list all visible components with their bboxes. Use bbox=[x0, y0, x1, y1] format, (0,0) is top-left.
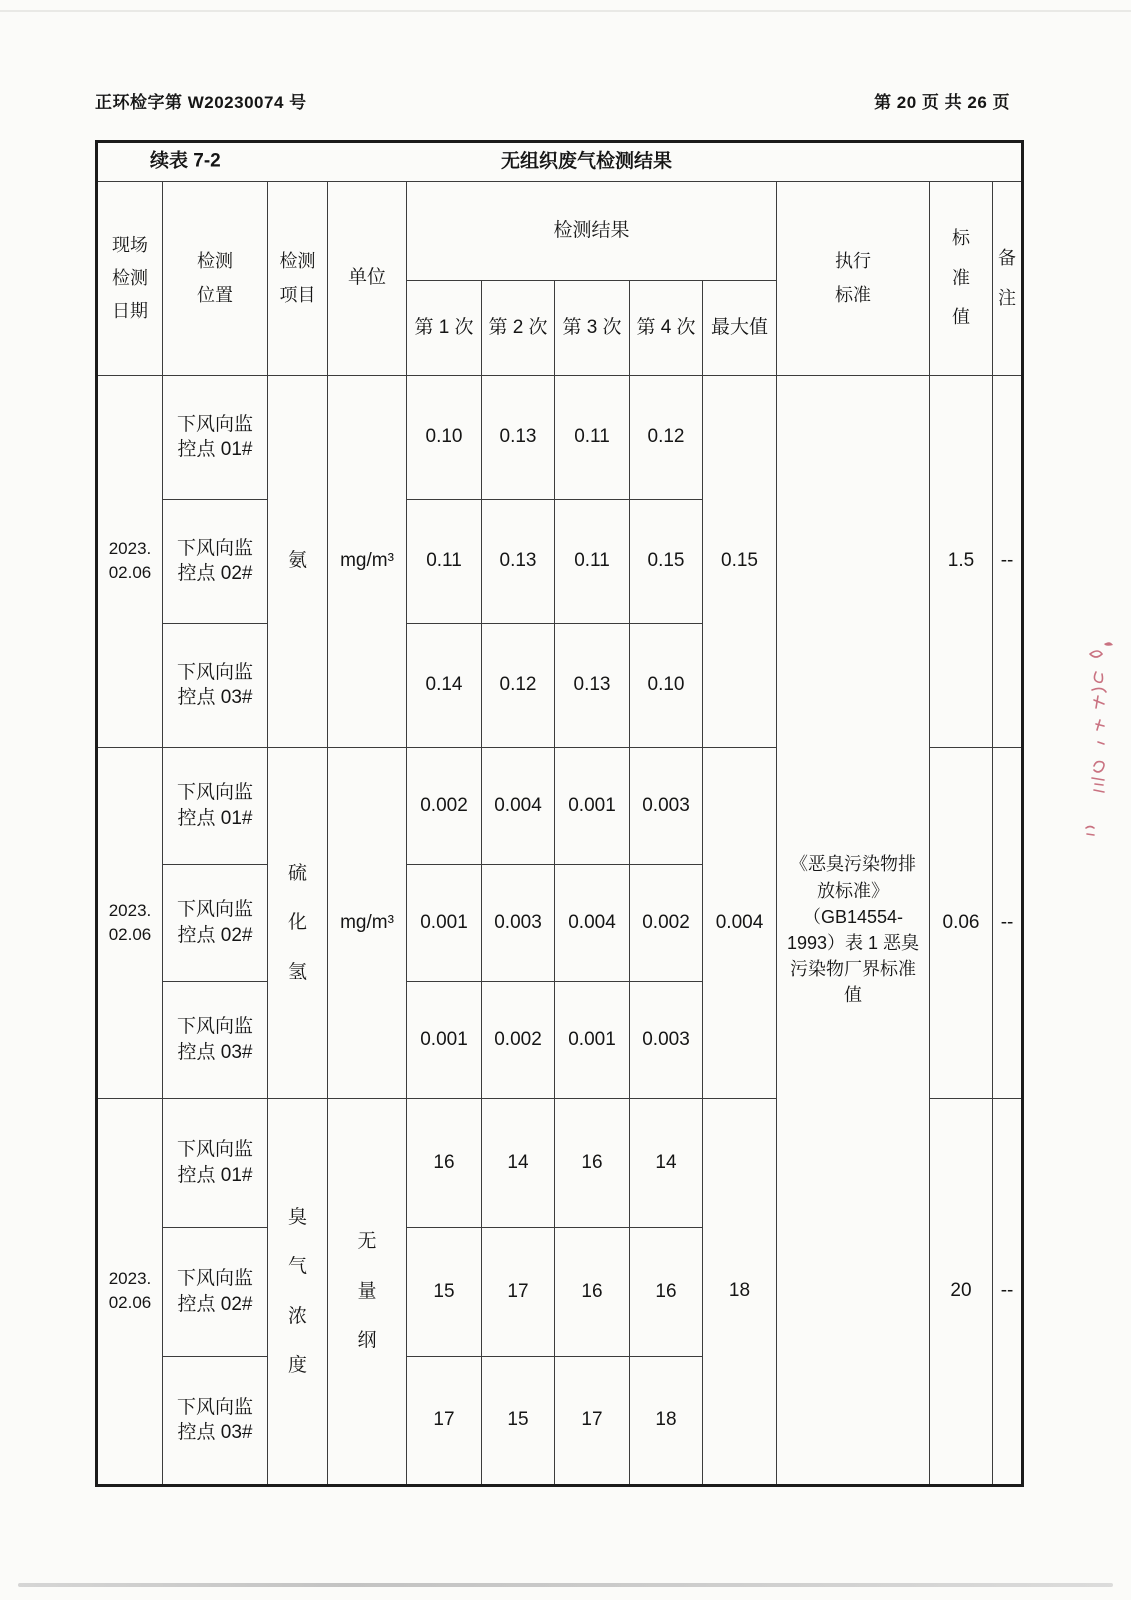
unit-cell: mg/m³ bbox=[328, 376, 407, 748]
header-date: 现场检测日期 bbox=[97, 182, 163, 376]
table-title: 无组织废气检测结果 bbox=[501, 150, 673, 172]
location-cell: 下风向监控点 01# bbox=[163, 748, 268, 865]
value-cell: 15 bbox=[482, 1357, 555, 1486]
value-cell: 17 bbox=[555, 1357, 630, 1486]
header-run3: 第 3 次 bbox=[555, 281, 630, 376]
value-cell: 16 bbox=[555, 1099, 630, 1228]
date-cell: 2023.02.06 bbox=[97, 748, 163, 1099]
value-cell: 0.002 bbox=[407, 748, 482, 865]
value-cell: 0.11 bbox=[555, 376, 630, 500]
location-cell: 下风向监控点 02# bbox=[163, 1228, 268, 1357]
table-row bbox=[97, 376, 1023, 500]
value-cell: 0.10 bbox=[630, 624, 703, 748]
value-cell: 14 bbox=[630, 1099, 703, 1228]
value-cell: 0.11 bbox=[407, 500, 482, 624]
document-header bbox=[95, 88, 1010, 113]
value-cell: 0.002 bbox=[630, 865, 703, 982]
value-cell: 17 bbox=[482, 1228, 555, 1357]
value-cell: 0.004 bbox=[482, 748, 555, 865]
value-cell: 0.001 bbox=[407, 982, 482, 1099]
location-cell: 下风向监控点 01# bbox=[163, 376, 268, 500]
page-indicator: 第 20 页 共 26 页 bbox=[874, 93, 1010, 112]
item-cell: 氨 bbox=[268, 376, 328, 748]
unit-cell: 无量纲 bbox=[328, 1099, 407, 1486]
doc-number: 正环检字第 W20230074 号 bbox=[95, 93, 307, 112]
date-cell: 2023.02.06 bbox=[97, 1099, 163, 1486]
max-cell: 0.004 bbox=[703, 748, 777, 1099]
value-cell: 0.12 bbox=[630, 376, 703, 500]
value-cell: 0.001 bbox=[555, 748, 630, 865]
table-title-cell bbox=[97, 142, 1023, 182]
value-cell: 0.002 bbox=[482, 982, 555, 1099]
header-remark: 备注 bbox=[993, 182, 1023, 376]
value-cell: 0.003 bbox=[630, 982, 703, 1099]
value-cell: 17 bbox=[407, 1357, 482, 1486]
location-cell: 下风向监控点 03# bbox=[163, 624, 268, 748]
standard-value-cell: 0.06 bbox=[930, 748, 993, 1099]
value-cell: 0.12 bbox=[482, 624, 555, 748]
value-cell: 16 bbox=[630, 1228, 703, 1357]
header-standard-value: 标准值 bbox=[930, 182, 993, 376]
value-cell: 0.15 bbox=[630, 500, 703, 624]
location-cell: 下风向监控点 03# bbox=[163, 1357, 268, 1486]
value-cell: 0.003 bbox=[630, 748, 703, 865]
header-unit: 单位 bbox=[328, 182, 407, 376]
header-run4: 第 4 次 bbox=[630, 281, 703, 376]
date-cell: 2023.02.06 bbox=[97, 376, 163, 748]
location-cell: 下风向监控点 02# bbox=[163, 500, 268, 624]
value-cell: 0.13 bbox=[482, 376, 555, 500]
value-cell: 15 bbox=[407, 1228, 482, 1357]
remark-cell: -- bbox=[993, 748, 1023, 1099]
location-cell: 下风向监控点 03# bbox=[163, 982, 268, 1099]
value-cell: 18 bbox=[630, 1357, 703, 1486]
red-handwriting-mark bbox=[1082, 638, 1116, 858]
value-cell: 14 bbox=[482, 1099, 555, 1228]
value-cell: 0.11 bbox=[555, 500, 630, 624]
value-cell: 0.001 bbox=[555, 982, 630, 1099]
max-cell: 0.15 bbox=[703, 376, 777, 748]
value-cell: 0.13 bbox=[555, 624, 630, 748]
header-run2: 第 2 次 bbox=[482, 281, 555, 376]
header-row-1 bbox=[97, 182, 1023, 281]
item-cell: 臭气浓度 bbox=[268, 1099, 328, 1486]
value-cell: 0.13 bbox=[482, 500, 555, 624]
value-cell: 0.10 bbox=[407, 376, 482, 500]
value-cell: 0.001 bbox=[407, 865, 482, 982]
remark-cell: -- bbox=[993, 376, 1023, 748]
item-cell: 硫化氢 bbox=[268, 748, 328, 1099]
scan-edge-artifact-bottom bbox=[18, 1583, 1113, 1587]
header-item: 检测项目 bbox=[268, 182, 328, 376]
header-run1: 第 1 次 bbox=[407, 281, 482, 376]
header-max: 最大值 bbox=[703, 281, 777, 376]
location-cell: 下风向监控点 01# bbox=[163, 1099, 268, 1228]
header-results-group: 检测结果 bbox=[407, 182, 777, 281]
value-cell: 16 bbox=[407, 1099, 482, 1228]
value-cell: 0.14 bbox=[407, 624, 482, 748]
location-cell: 下风向监控点 02# bbox=[163, 865, 268, 982]
value-cell: 0.003 bbox=[482, 865, 555, 982]
table-number: 续表 7-2 bbox=[150, 150, 221, 172]
standard-value-cell: 1.5 bbox=[930, 376, 993, 748]
header-location: 检测位置 bbox=[163, 182, 268, 376]
table-title-row bbox=[97, 142, 1023, 182]
value-cell: 0.004 bbox=[555, 865, 630, 982]
max-cell: 18 bbox=[703, 1099, 777, 1486]
remark-cell: -- bbox=[993, 1099, 1023, 1486]
value-cell: 16 bbox=[555, 1228, 630, 1357]
unit-cell: mg/m³ bbox=[328, 748, 407, 1099]
result-table bbox=[95, 140, 1024, 1487]
scan-edge-artifact-top bbox=[0, 10, 1131, 12]
standard-cell: 《恶臭污染物排放标准》（GB14554-1993）表 1 恶臭污染物厂界标准值 bbox=[777, 376, 930, 1486]
header-standard: 执行标准 bbox=[777, 182, 930, 376]
standard-value-cell: 20 bbox=[930, 1099, 993, 1486]
